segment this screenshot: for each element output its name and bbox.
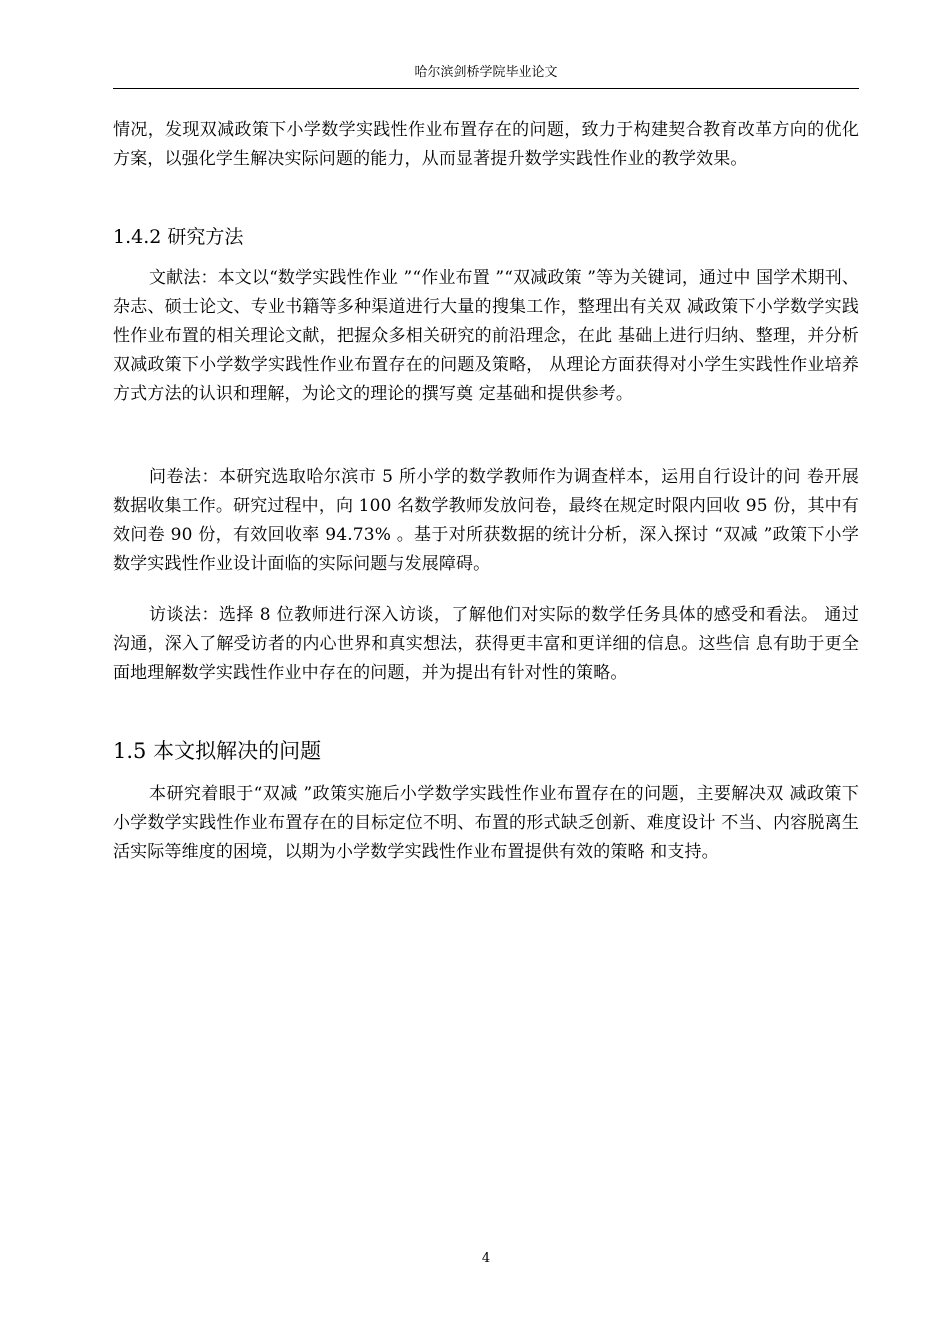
paragraph-interview-method: 访谈法：选择 8 位教师进行深入访谈，了解他们对实际的数学任务具体的感受和看法。 通过沟通，深入了解受访者的内心世界和真实想法，获得更丰富和更详细的信息。这些信 息有助于更全面地理解数学实践性作业中存在的问题，并为提出有针对性的策略。 <box>113 605 859 683</box>
running-header: 哈尔滨剑桥学院毕业论文 <box>414 65 558 80</box>
intro-block <box>113 116 859 174</box>
section-heading-1-5: 1.5 本文拟解决的问题 <box>113 739 322 763</box>
section-1-4-2 <box>113 222 859 252</box>
page-number: 4 <box>481 1251 491 1266</box>
section-heading-1-4-2: 1.4.2 研究方法 <box>113 226 244 248</box>
method-survey-block <box>113 463 859 579</box>
method-interview-block <box>113 601 859 688</box>
header-rule <box>113 88 859 89</box>
method-literature-block <box>113 264 859 409</box>
intro-paragraph: 情况，发现双减政策下小学数学实践性作业布置存在的问题，致力于构建契合教育改革方向的优化方案，以强化学生解决实际问题的能力，从而显著提升数学实践性作业的教学效果。 <box>113 120 859 169</box>
paragraph-literature-method: 文献法：本文以“数学实践性作业 ”“作业布置 ”“双减政策 ”等为关键词，通过中 国学术期刊、杂志、硕士论文、专业书籍等多种渠道进行大量的搜集工作，整理出有关双 减政策下小学数学实践性作业布置的相关理论文献，把握众多相关研究的前沿理念，在此 基础上进行归纳、整理，并分析双减政策下小学数学实践性作业布置存在的问题及策略， 从理论方面获得对小学生实践性作业培养方式方法的认识和理解，为论文的理论的撰写奠 定基础和提供参考。 <box>113 268 859 404</box>
section-1-5 <box>113 736 859 766</box>
paragraph-problems-to-solve: 本研究着眼于“双减 ”政策实施后小学数学实践性作业布置存在的问题，主要解决双 减政策下小学数学实践性作业布置存在的目标定位不明、布置的形式缺乏创新、难度设计 不当、内容脱离生活实际等维度的困境，以期为小学数学实践性作业布置提供有效的策略 和支持。 <box>113 784 859 862</box>
section-1-5-body <box>113 780 859 867</box>
paragraph-survey-method: 问卷法：本研究选取哈尔滨市 5 所小学的数学教师作为调查样本，运用自行设计的问 卷开展数据收集工作。研究过程中，向 100 名数学教师发放问卷，最终在规定时限内回收 95 份，其中有效问卷 90 份，有效回收率 94.73% 。基于对所获数据的统计分析，深入探讨 “双减 ”政策下小学数学实践性作业设计面临的实际问题与发展障碍。 <box>113 467 859 574</box>
